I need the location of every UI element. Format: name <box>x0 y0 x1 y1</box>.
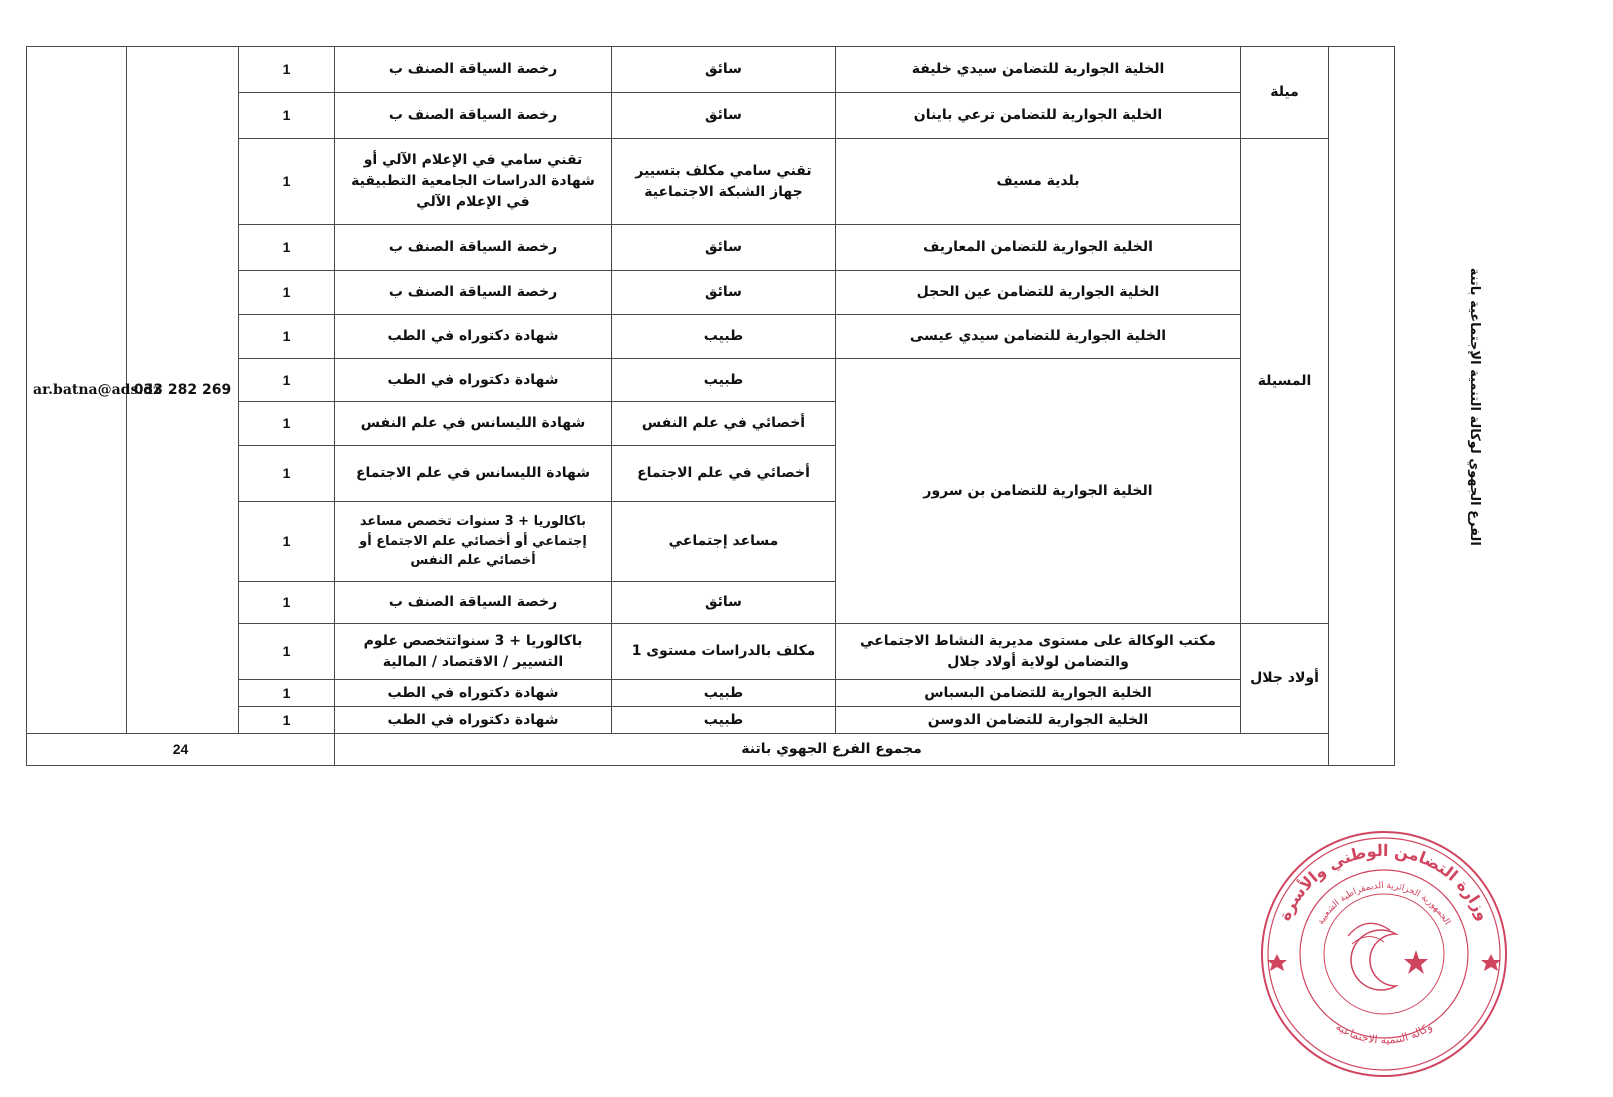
branch-phone: 033 282 269 <box>127 47 239 734</box>
entity-cell: الخلية الجوارية للتضامن بن سرور <box>836 359 1241 624</box>
count-cell: 1 <box>239 680 335 707</box>
total-row <box>27 734 1395 766</box>
qualification-cell: رخصة السياقة الصنف ب <box>335 271 612 315</box>
count-cell: 1 <box>239 624 335 680</box>
total-label: مجموع الفرع الجهوي باتنة <box>335 734 1329 766</box>
official-stamp-icon <box>1256 826 1512 1082</box>
count-cell: 1 <box>239 707 335 734</box>
qualification-cell: رخصة السياقة الصنف ب <box>335 225 612 271</box>
count-cell: 1 <box>239 582 335 624</box>
post-cell: أخصائي في علم النفس <box>612 402 836 446</box>
post-cell: سائق <box>612 47 836 93</box>
wilaya-cell: ميلة <box>1241 47 1329 139</box>
entity-cell: الخلية الجوارية للتضامن سيدي خليفة <box>836 47 1241 93</box>
post-cell: مساعد إجتماعي <box>612 502 836 582</box>
qualification-cell: باكالوريا + 3 سنوات تخصص مساعد إجتماعي أو أخصائي علم الاجتماع أو أخصائي علم النفس <box>335 502 612 582</box>
qualification-cell: شهادة دكتوراه في الطب <box>335 359 612 402</box>
stamp-outer-text: وزارة التضامن الوطني والأسرة <box>1274 840 1494 924</box>
branch-email: ar.batna@ads.dz <box>27 47 127 734</box>
qualification-cell: رخصة السياقة الصنف ب <box>335 47 612 93</box>
post-cell: سائق <box>612 271 836 315</box>
qualification-cell: شهادة دكتوراه في الطب <box>335 707 612 734</box>
qualification-cell: شهادة الليسانس في علم النفس <box>335 402 612 446</box>
entity-cell: الخلية الجوارية للتضامن المعاريف <box>836 225 1241 271</box>
count-cell: 1 <box>239 271 335 315</box>
branch-name-cell <box>1329 47 1482 766</box>
count-cell: 1 <box>239 315 335 359</box>
count-cell: 1 <box>239 225 335 271</box>
total-value: 24 <box>27 734 335 766</box>
post-cell: أخصائي في علم الاجتماع <box>612 446 836 502</box>
wilaya-cell: أولاد جلال <box>1241 624 1329 734</box>
qualification-cell: شهادة الليسانس في علم الاجتماع <box>335 446 612 502</box>
count-cell: 1 <box>239 47 335 93</box>
count-cell: 1 <box>239 402 335 446</box>
count-cell: 1 <box>239 359 335 402</box>
entity-cell: الخلية الجوارية للتضامن ترعي باينان <box>836 93 1241 139</box>
count-cell: 1 <box>239 502 335 582</box>
wilaya-cell: المسيلة <box>1241 139 1329 624</box>
table-row <box>27 47 1395 93</box>
entity-cell: الخلية الجوارية للتضامن الدوسن <box>836 707 1241 734</box>
entity-cell: الخلية الجوارية للتضامن عين الحجل <box>836 271 1241 315</box>
count-cell: 1 <box>239 139 335 225</box>
entity-cell: الخلية الجوارية للتضامن البسباس <box>836 680 1241 707</box>
post-cell: طبيب <box>612 707 836 734</box>
count-cell: 1 <box>239 93 335 139</box>
qualification-cell: شهادة دكتوراه في الطب <box>335 315 612 359</box>
qualification-cell: باكالوريا + 3 سنواتتخصص علوم التسيير / الاقتصاد / المالية <box>335 624 612 680</box>
post-cell: سائق <box>612 582 836 624</box>
qualification-cell: شهادة دكتوراه في الطب <box>335 680 612 707</box>
post-cell: سائق <box>612 93 836 139</box>
post-cell: مكلف بالدراسات مستوى 1 <box>612 624 836 680</box>
post-cell: تقني سامي مكلف بتسيير جهاز الشبكة الاجتماعية <box>612 139 836 225</box>
post-cell: طبيب <box>612 680 836 707</box>
stamp-inner-text: الجمهورية الجزائرية الديمقراطية الشعبية <box>1316 880 1452 927</box>
post-cell: سائق <box>612 225 836 271</box>
entity-cell: مكتب الوكالة على مستوى مديرية النشاط الاجتماعي والتضامن لولاية أولاد جلال <box>836 624 1241 680</box>
post-cell: طبيب <box>612 315 836 359</box>
qualification-cell: تقني سامي في الإعلام الآلي أو شهادة الدراسات الجامعية التطبيقية في الإعلام الآلي <box>335 139 612 225</box>
count-cell: 1 <box>239 446 335 502</box>
qualification-cell: رخصة السياقة الصنف ب <box>335 582 612 624</box>
post-cell: طبيب <box>612 359 836 402</box>
entity-cell: الخلية الجوارية للتضامن سيدي عيسى <box>836 315 1241 359</box>
entity-cell: بلدية مسيف <box>836 139 1241 225</box>
qualification-cell: رخصة السياقة الصنف ب <box>335 93 612 139</box>
stamp-bottom-text: وكالة التنمية الاجتماعية <box>1333 1019 1435 1047</box>
branch-name: الفرع الجهوي لوكالة التنمية الإجتماعية باتنة <box>1466 267 1482 546</box>
positions-table <box>26 46 1482 766</box>
